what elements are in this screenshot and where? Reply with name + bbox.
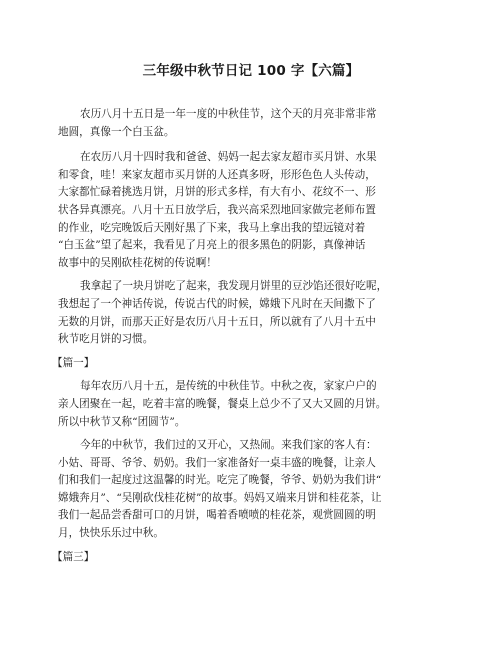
text-line: 所以中秋节又称“团圆节”。 bbox=[58, 415, 186, 428]
paragraph bbox=[58, 106, 444, 141]
paragraph bbox=[58, 378, 444, 431]
text-line: 大家都忙碌着挑选月饼，月饼的形式多样，有大有小、花纹不一、形 bbox=[58, 186, 376, 199]
paragraph bbox=[58, 278, 444, 348]
text-line: 故事中的吴刚砍桂花树的传说啊！ bbox=[58, 256, 217, 269]
text-line: 在农历八月十四时我和爸爸、妈妈一起去家友超市买月饼、水果 bbox=[80, 151, 377, 164]
text-line: 秋节吃月饼的习惯。 bbox=[58, 333, 154, 346]
text-line: 的作业，吃完晚饭后天刚好黑了下来，我马上拿出我的望远镜对着 bbox=[58, 221, 366, 234]
text-line: 状各异真漂亮。八月十五日放学后，我兴高采烈地回家做完老师布置 bbox=[58, 203, 376, 216]
text-line: 每年农历八月十五，是传统的中秋佳节。中秋之夜，家家户户的 bbox=[80, 380, 377, 393]
text-line: 小姑、哥哥、爷爷、奶奶。我们一家准备好一桌丰盛的晚餐，让亲人 bbox=[58, 456, 376, 469]
text-line: 亲人团聚在一起，吃着丰富的晚餐，餐桌上总少不了又大又圆的月饼。 bbox=[58, 397, 387, 410]
text-line: 们和我们一起度过这温馨的时光。吃完了晚餐，爷爷、奶奶为我们讲“ bbox=[58, 474, 382, 487]
text-line: 和零食，哇！来家友超市买月饼的人还真多呀，形形色色人头传动， bbox=[58, 168, 376, 181]
text-line: 我想起了一个神话传说，传说古代的时候，嫦娥下凡时在天间撒下了 bbox=[58, 297, 376, 310]
paragraph bbox=[58, 437, 444, 543]
document-title: 三年级中秋节日记 100 字【六篇】 bbox=[142, 63, 360, 79]
text-line: 我们一起品尝香甜可口的月饼，喝着香喷喷的桂花茶，观赏圆圆的明 bbox=[58, 509, 376, 522]
text-line: 我拿起了一块月饼吃了起来，我发现月饼里的豆沙馅还很好吃呢， bbox=[80, 280, 388, 293]
paragraph bbox=[58, 149, 444, 272]
text-line: “白玉盆”望了起来，我看见了月亮上的很多黑色的阴影，真像神话 bbox=[58, 239, 366, 252]
text-line: 农历八月十五日是一年一度的中秋佳节，这个天的月亮非常非常 bbox=[80, 108, 377, 120]
text-line: 嫦娥奔月”、“吴刚砍伐桂花树”的故事。妈妈又端来月饼和桂花茶，让 bbox=[58, 491, 382, 504]
text-line: 无数的月饼，而那天正好是农历八月十五日，所以就有了八月十五中 bbox=[58, 315, 376, 328]
section-heading: 【篇一】 bbox=[52, 356, 95, 369]
section-heading: 【篇三】 bbox=[52, 550, 95, 563]
text-line: 今年的中秋节，我们过的又开心，又热闹。来我们家的客人有： bbox=[80, 439, 377, 452]
text-line: 月，快快乐乐过中秋。 bbox=[58, 527, 164, 540]
text-line: 地圆，真像一个白玉盆。 bbox=[58, 125, 175, 138]
